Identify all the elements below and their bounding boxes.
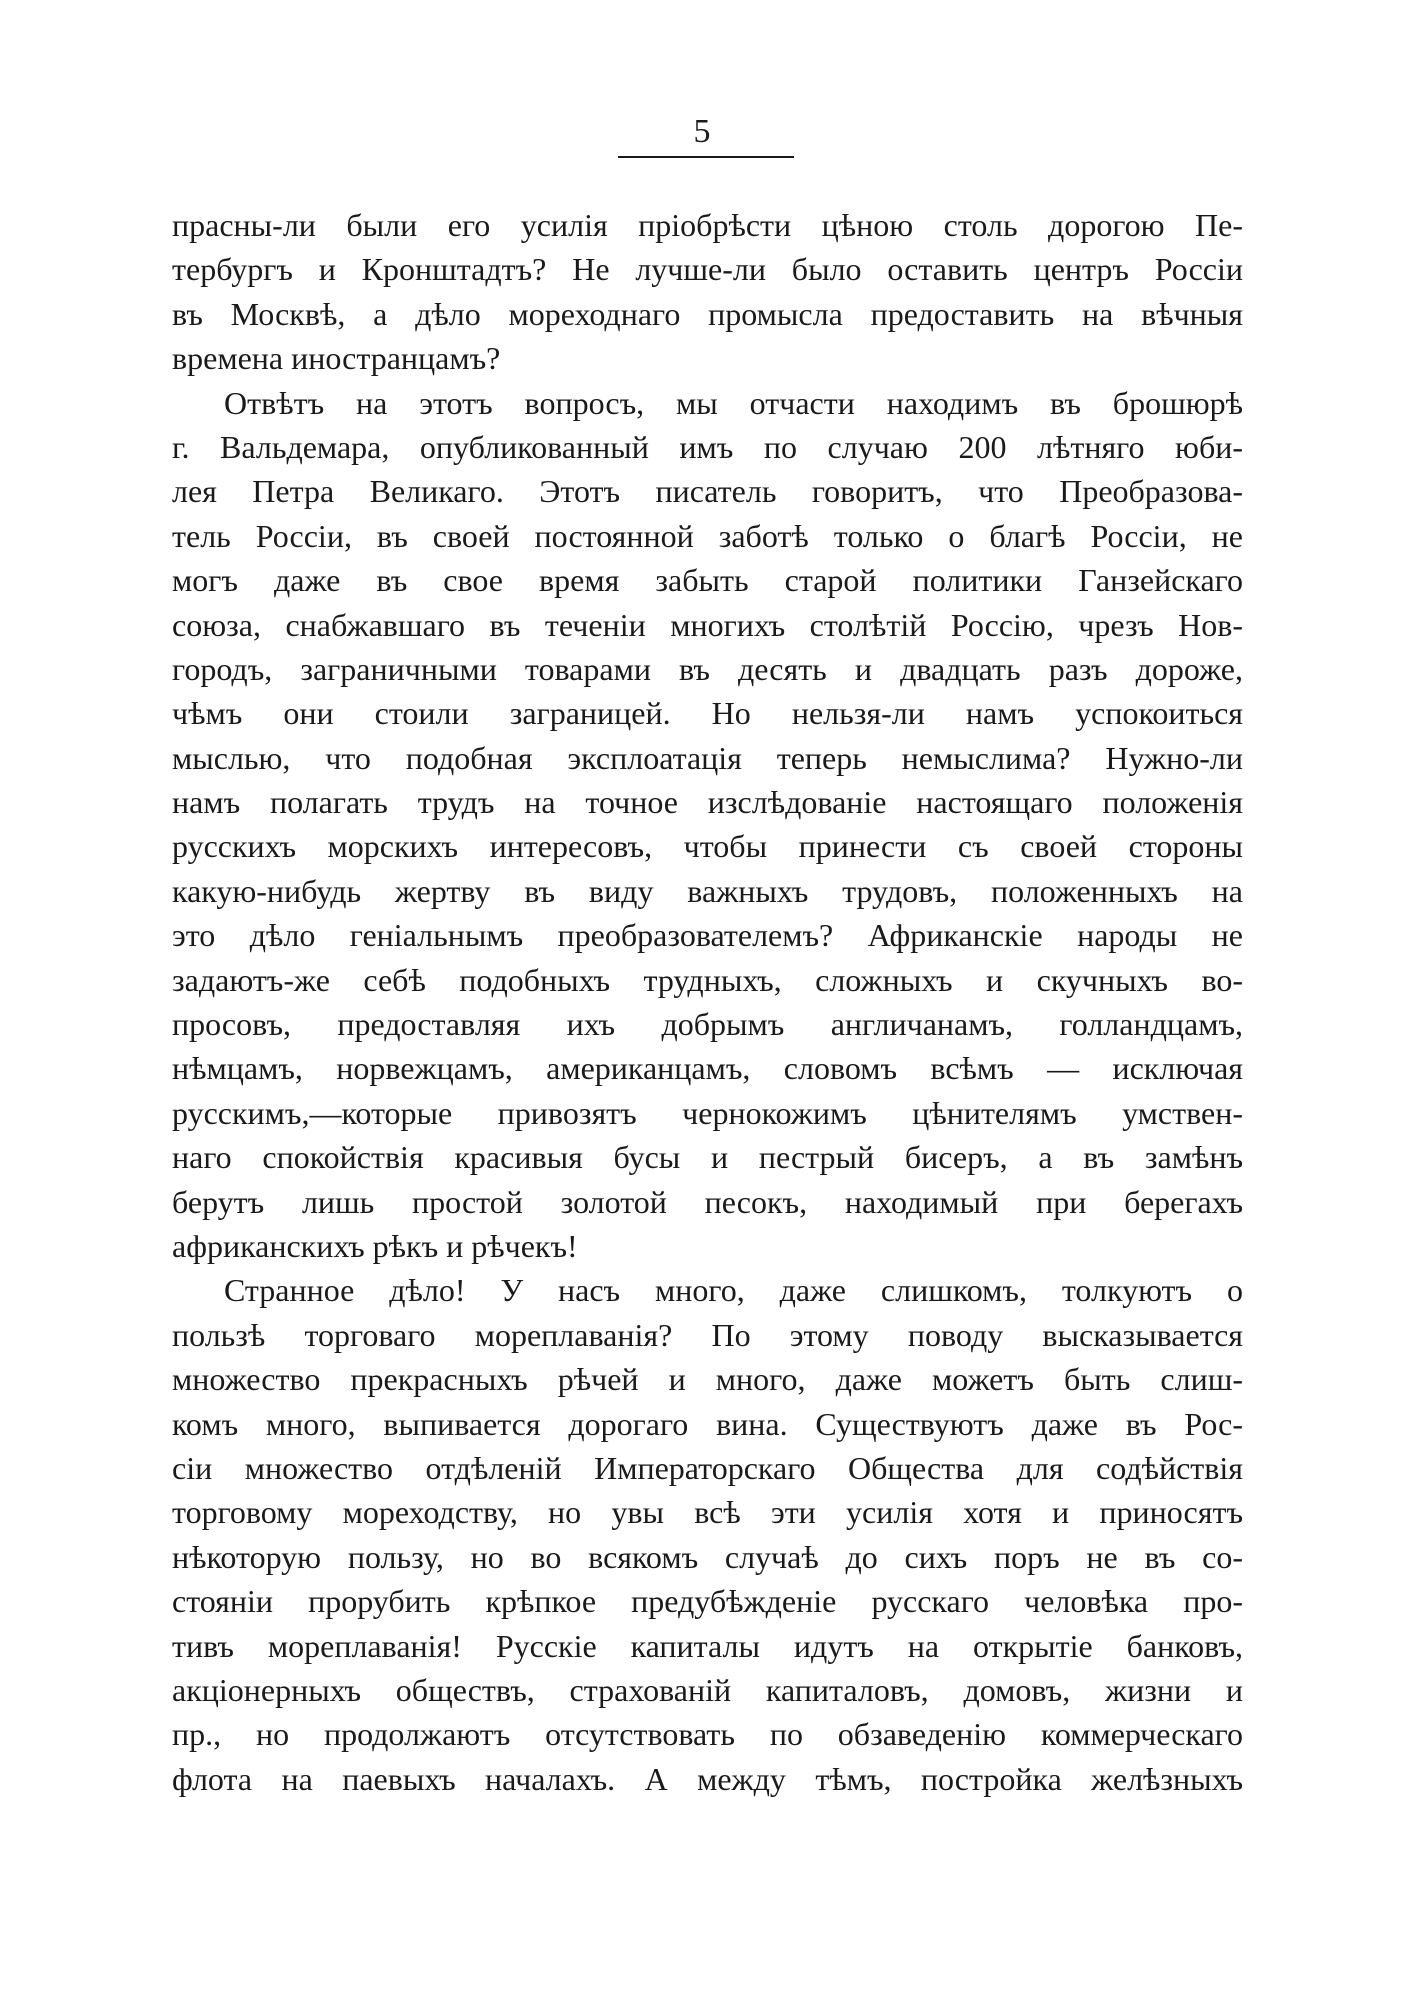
text-line: тивъ мореплаванія! Русскіе капиталы идутъ на открытіе банковъ, — [172, 1627, 1243, 1664]
text-line: нѣмцамъ, норвежцамъ, американцамъ, словомъ всѣмъ — исключая — [172, 1050, 1243, 1087]
text-line: русскимъ,—которые привозятъ чернокожимъ цѣнителямъ умствен- — [172, 1094, 1243, 1131]
text-line: стояніи прорубить крѣпкое предубѣжденіе русскаго человѣка про- — [172, 1583, 1243, 1620]
text-line: африканскихъ рѣкъ и рѣчекъ! — [172, 1227, 578, 1264]
text-line: это дѣло геніальнымъ преобразователемъ? Африканскіе народы не — [172, 917, 1243, 954]
text-line: тель Россіи, въ своей постоянной заботѣ только о благѣ Россіи, не — [172, 517, 1243, 554]
text-line: комъ много, выпивается дорогаго вина. Существуютъ даже въ Рос- — [172, 1405, 1243, 1442]
text-line: акціонерныхъ обществъ, страхованій капиталовъ, домовъ, жизни и — [172, 1671, 1243, 1708]
text-line: множество прекрасныхъ рѣчей и много, даже можетъ быть слиш- — [172, 1361, 1243, 1398]
text-line: лея Петра Великаго. Этотъ писатель говоритъ, что Преобразова- — [172, 473, 1243, 510]
text-line: сіи множество отдѣленій Императорскаго Общества для содѣйствія — [172, 1449, 1243, 1486]
body-text — [172, 203, 1243, 1801]
text-line: времена иностранцамъ? — [172, 340, 501, 377]
text-line: Отвѣтъ на этотъ вопросъ, мы отчасти находимъ въ брошюрѣ — [224, 384, 1243, 421]
text-line: наго спокойствія красивыя бусы и пестрый бисеръ, а въ замѣнъ — [172, 1139, 1243, 1176]
text-line: тербургъ и Кронштадтъ? Не лучше-ли было оставить центръ Россіи — [172, 251, 1243, 288]
text-line: прасны-ли были его усилія пріобрѣсти цѣною столь дорогою Пе- — [172, 207, 1243, 243]
text-line: союза, снабжавшаго въ теченіи многихъ столѣтій Россію, чрезъ Нов- — [172, 606, 1243, 643]
text-line: просовъ, предоставляя ихъ добрымъ англичанамъ, голландцамъ, — [172, 1006, 1243, 1043]
text-line: Странное дѣло! У насъ много, даже слишкомъ, толкуютъ о — [224, 1272, 1243, 1309]
text-line: задаютъ-же себѣ подобныхъ трудныхъ, сложныхъ и скучныхъ во- — [172, 961, 1243, 998]
text-line: пользѣ торговаго мореплаванія? По этому поводу высказывается — [172, 1316, 1243, 1353]
text-line: какую-нибудь жертву въ виду важныхъ трудовъ, положенныхъ на — [172, 872, 1243, 909]
text-line: торговому мореходству, но увы всѣ эти усилія хотя и приносятъ — [172, 1494, 1243, 1531]
text-line: нѣкоторую пользу, но во всякомъ случаѣ до сихъ поръ не въ со- — [172, 1538, 1243, 1575]
page-number: 5 — [693, 113, 711, 150]
text-line: чѣмъ они стоили заграницей. Но нельзя-ли намъ успокоиться — [172, 695, 1243, 732]
text-line: г. Вальдемара, опубликованный имъ по случаю 200 лѣтняго юби- — [172, 428, 1243, 465]
text-line: намъ полагать трудъ на точное изслѣдованіе настоящаго положенія — [172, 784, 1243, 821]
text-line: могъ даже въ свое время забыть старой политики Ганзейскаго — [172, 562, 1243, 599]
text-line: въ Москвѣ, а дѣло мореходнаго промысла предоставить на вѣчныя — [172, 295, 1243, 332]
text-line: мыслью, что подобная эксплоатація теперь немыслима? Нужно-ли — [172, 739, 1243, 776]
text-line: пр., но продолжаютъ отсутствовать по обзаведенію коммерческаго — [172, 1716, 1243, 1753]
text-line: флота на паевыхъ началахъ. А между тѣмъ, постройка желѣзныхъ — [172, 1760, 1243, 1797]
text-line: русскихъ морскихъ интересовъ, чтобы принести съ своей стороны — [172, 828, 1243, 865]
text-line: берутъ лишь простой золотой песокъ, находимый при берегахъ — [172, 1183, 1243, 1220]
text-line: городъ, заграничными товарами въ десять и двадцать разъ дороже, — [172, 650, 1243, 687]
page-number-rule — [618, 156, 794, 158]
